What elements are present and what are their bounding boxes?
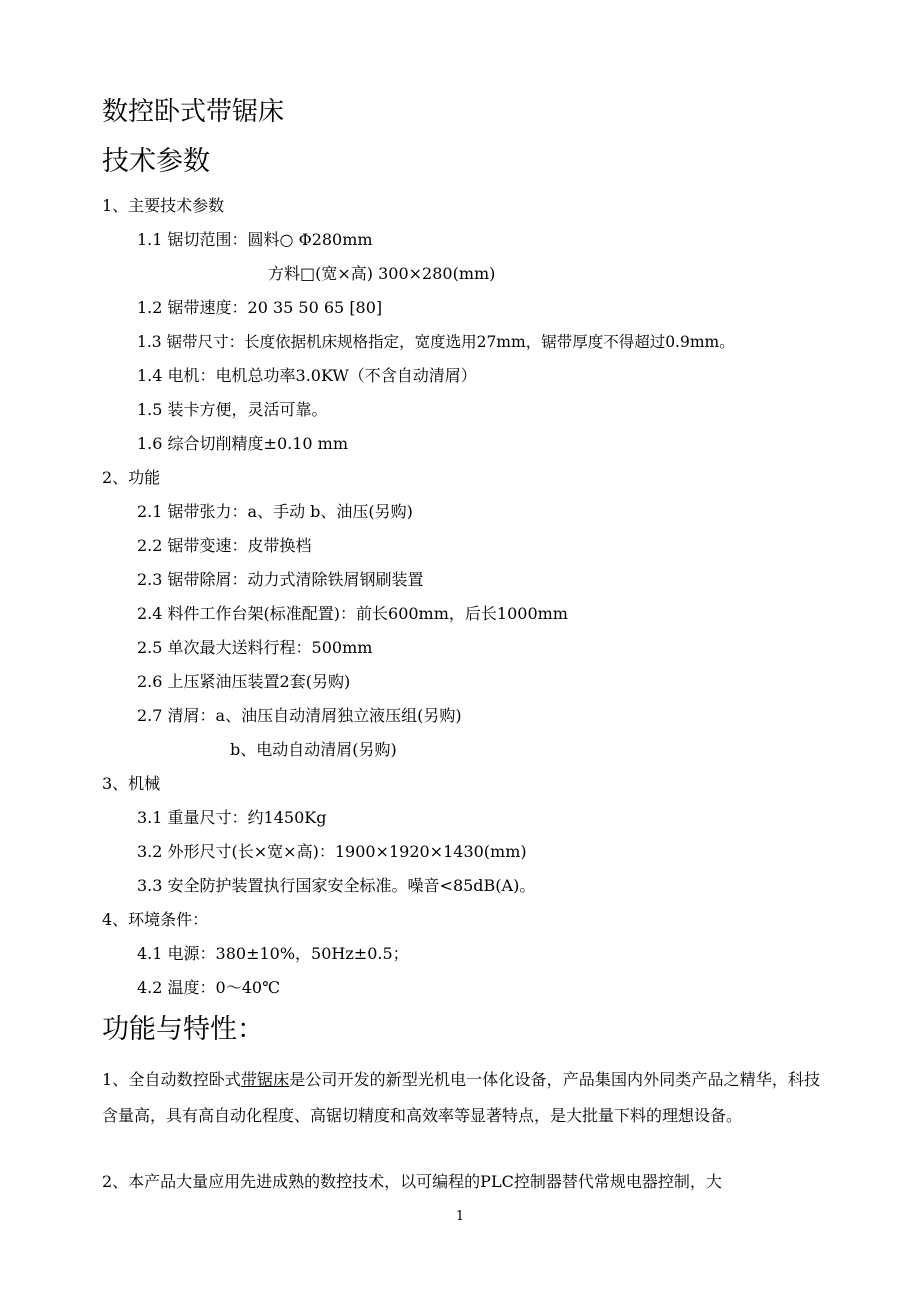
spec-4-1: 4.1 电源：380±10%，50Hz±0.5； [137, 944, 409, 963]
spec-2-6: 2.6 上压紧油压装置2套(另购) [137, 672, 351, 691]
spec-1-2: 1.2 锯带速度：20 35 50 65 [80] [137, 298, 383, 317]
features-paragraph-2: 2、本产品大量应用先进成熟的数控技术，以可编程的PLC控制器替代常规电器控制，大 [102, 1172, 722, 1191]
spec-4-2: 4.2 温度：0～40℃ [137, 978, 280, 997]
spec-2-2: 2.2 锯带变速：皮带换档 [137, 536, 312, 555]
spec-2-1: 2.1 锯带张力：a、手动 b、油压(另购) [137, 502, 413, 521]
section-2-heading: 2、功能 [102, 468, 161, 487]
spec-1-1-line-b: 方料□(宽×高) 300×280(mm) [268, 264, 496, 283]
spec-1-3: 1.3 锯带尺寸：长度依据机床规格指定，宽度选用27mm，锯带厚度不得超过0.9mm。 [137, 333, 735, 351]
features-heading: 功能与特性： [102, 1014, 264, 1045]
spec-2-5: 2.5 单次最大送料行程：500mm [137, 638, 373, 657]
spec-2-7-line-b: b、电动自动清屑(另购) [230, 740, 397, 759]
features-paragraph-1 [102, 1062, 820, 1134]
spec-2-7-line-a: 2.7 清屑：a、油压自动清屑独立液压组(另购) [137, 706, 462, 725]
spec-3-1: 3.1 重量尺寸：约1450Kg [137, 808, 327, 827]
spec-1-5: 1.5 装卡方便，灵活可靠。 [137, 400, 328, 419]
paragraph-1-prefix: 1、全自动数控卧式 [102, 1070, 241, 1089]
section-4-heading: 4、环境条件： [102, 910, 209, 929]
page-number: 1 [455, 1209, 465, 1224]
tech-params-heading: 技术参数 [102, 146, 210, 177]
spec-3-3: 3.3 安全防护装置执行国家安全标准。噪音<85dB(A)。 [137, 876, 536, 895]
spec-2-4: 2.4 料件工作台架(标准配置)：前长600mm，后长1000mm [137, 604, 568, 623]
spec-2-3: 2.3 锯带除屑：动力式清除铁屑钢刷装置 [137, 570, 424, 589]
section-1-heading: 1、主要技术参数 [102, 196, 225, 215]
spec-3-2: 3.2 外形尺寸(长×宽×高)：1900×1920×1430(mm) [137, 842, 527, 861]
paragraph-1-body: 是公司开发的新型光机电一体化设备，产品集国内外同类产品之精华，科技含量高，具有高自动化程度、高锯切精度和高效率等显著特点，是大批量下料的理想设备。 [102, 1070, 820, 1125]
spec-1-1-line-a: 1.1 锯切范围：圆料○ Φ280mm [137, 230, 373, 249]
spec-1-6: 1.6 综合切削精度±0.10 mm [137, 434, 348, 453]
document-title: 数控卧式带锯床 [102, 97, 285, 127]
band-saw-link[interactable]: 带锯床 [240, 1070, 290, 1089]
section-3-heading: 3、机械 [102, 774, 161, 793]
spec-1-4: 1.4 电机：电机总功率3.0KW（不含自动清屑） [137, 366, 477, 385]
